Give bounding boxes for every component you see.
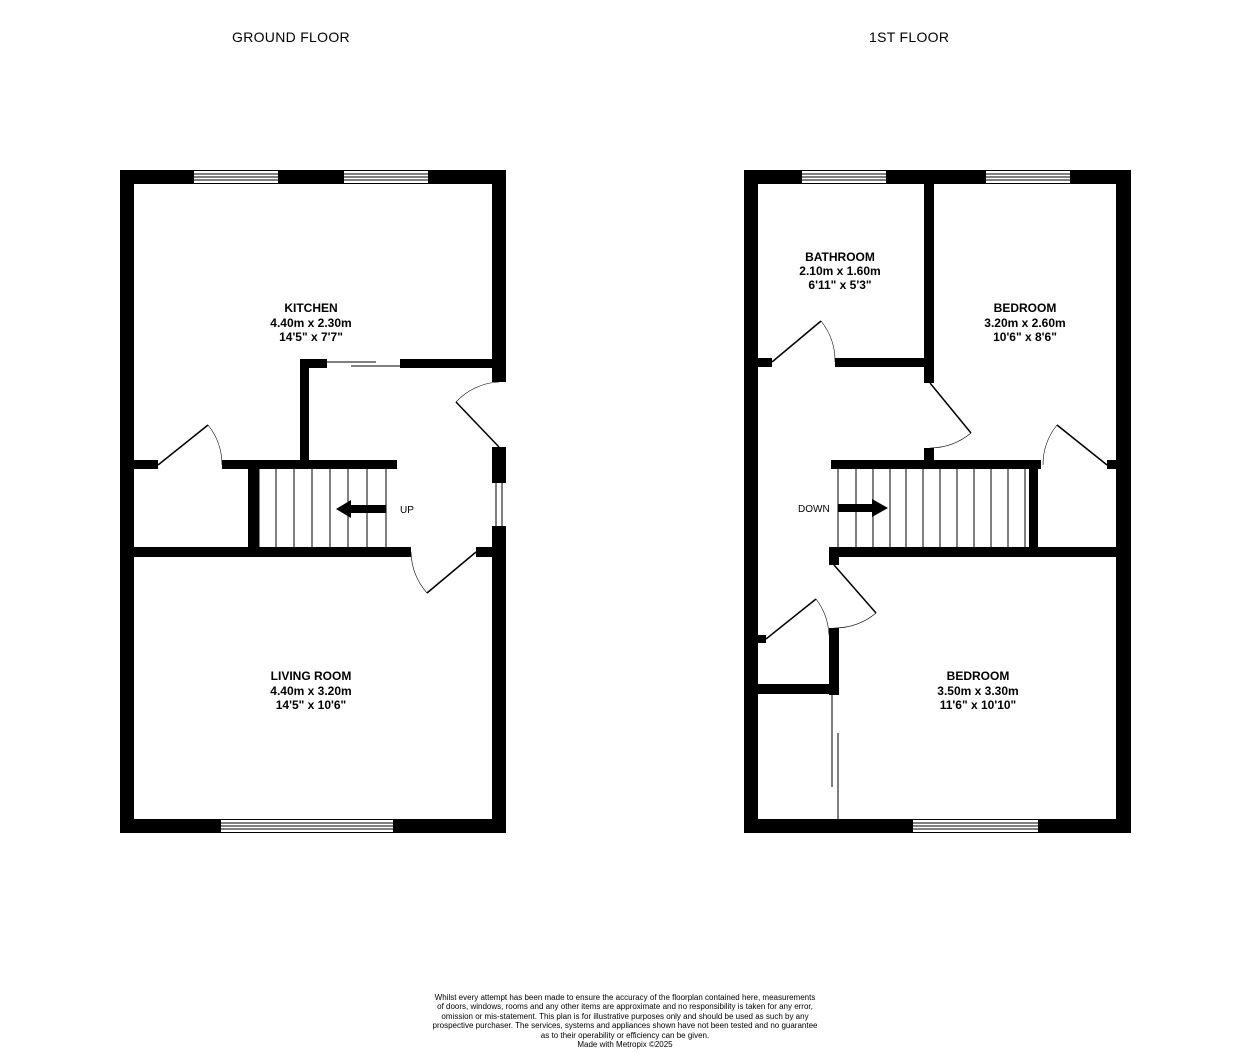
room-name: BATHROOM bbox=[805, 250, 875, 264]
first-stairs-bottom-stub bbox=[829, 547, 839, 565]
ground-living-window bbox=[221, 820, 393, 832]
room-name: BEDROOM bbox=[946, 669, 1010, 683]
first-stairs-right-wall bbox=[1029, 460, 1038, 557]
room-imperial: 14'5" x 7'7" bbox=[279, 330, 343, 344]
first-bedroom-right-door bbox=[1043, 425, 1107, 465]
living-room-label bbox=[270, 669, 351, 712]
ground-top-wall bbox=[120, 170, 506, 184]
ground-living-top-wall-right bbox=[476, 547, 506, 557]
first-bedroom-top-door bbox=[930, 383, 971, 448]
ground-kitchen-window-left bbox=[194, 171, 278, 183]
ground-cupboard-door bbox=[158, 425, 222, 465]
first-right-wall bbox=[1116, 170, 1131, 833]
first-cupboard-top-wall bbox=[758, 684, 839, 694]
ground-kitchen-window-right bbox=[344, 171, 428, 183]
ground-right-wall-mid bbox=[492, 447, 506, 483]
room-name: KITCHEN bbox=[284, 301, 338, 315]
ground-stairs-label: UP bbox=[400, 505, 414, 516]
ground-left-wall bbox=[120, 170, 134, 833]
ground-hall-top-wall-left bbox=[300, 359, 327, 368]
first-bedroom-wall-stub bbox=[924, 448, 934, 460]
disclaimer-line: Whilst every attempt has been made to ensure the accuracy of the floorplan contained here, measurements bbox=[434, 993, 816, 1002]
bedroom-top-label bbox=[984, 301, 1065, 344]
disclaimer-line: prospective purchaser. The services, systems and appliances shown have not been tested and no guarantee bbox=[432, 1021, 818, 1031]
disclaimer-credit: Made with Metropix ©2025 bbox=[577, 1040, 673, 1050]
disclaimer-line: as to their operability or efficiency can be given. bbox=[540, 1030, 710, 1040]
first-left-wall bbox=[744, 170, 758, 833]
kitchen-label bbox=[270, 301, 351, 344]
first-stairs-bottom-wall bbox=[835, 547, 1029, 557]
ground-stairs-left-wall bbox=[248, 460, 259, 557]
room-imperial: 10'6" x 8'6" bbox=[993, 330, 1057, 344]
ground-hall-top-wall-right bbox=[400, 359, 506, 368]
ground-stairs-arrow-icon bbox=[336, 500, 386, 518]
ground-floor-plan bbox=[120, 170, 506, 833]
first-bathroom-bottom-wall-right bbox=[835, 358, 934, 367]
ground-right-wall-lower bbox=[492, 526, 506, 833]
ground-kitchen-sliding-door bbox=[327, 362, 400, 366]
room-metric: 3.50m x 3.30m bbox=[937, 684, 1019, 698]
room-name: BEDROOM bbox=[993, 301, 1057, 315]
first-cupboard-sliding-door bbox=[832, 694, 838, 819]
ground-hall-left-wall bbox=[300, 359, 309, 469]
first-bathroom-door bbox=[772, 321, 835, 362]
room-metric: 3.20m x 2.60m bbox=[984, 316, 1066, 330]
first-bedroom-window-bottom bbox=[913, 820, 1038, 832]
room-imperial: 6'11" x 5'3" bbox=[808, 278, 872, 292]
first-floor-plan bbox=[744, 170, 1131, 833]
room-metric: 2.10m x 1.60m bbox=[799, 264, 881, 278]
first-stairs-label: DOWN bbox=[798, 504, 830, 515]
room-imperial: 11'6" x 10'10" bbox=[939, 698, 1017, 712]
first-floor-title: 1ST FLOOR bbox=[869, 29, 950, 45]
first-bedroom-window-top bbox=[986, 171, 1070, 183]
first-landing-stub bbox=[758, 635, 766, 643]
ground-floor-title: GROUND FLOOR bbox=[232, 29, 350, 45]
ground-living-top-wall bbox=[134, 547, 411, 557]
disclaimer bbox=[400, 993, 850, 1049]
disclaimer-line: omission or mis-statement. This plan is for illustrative purposes only and should be used as such by any bbox=[441, 1011, 809, 1021]
room-name: LIVING ROOM bbox=[270, 669, 352, 683]
room-metric: 4.40m x 2.30m bbox=[270, 316, 352, 330]
ground-living-door bbox=[411, 552, 476, 593]
disclaimer-line: of doors, windows, rooms and any other items are approximate and no responsibility is taken for any error, bbox=[437, 1002, 813, 1012]
first-bathroom-bottom-wall-left bbox=[758, 358, 772, 367]
first-bedroom-bottom-door bbox=[834, 565, 876, 628]
first-bathroom-right-wall bbox=[924, 184, 934, 383]
ground-front-door bbox=[456, 382, 499, 447]
ground-hall-window bbox=[493, 483, 505, 526]
first-stairs-arrow-icon bbox=[838, 499, 888, 517]
first-bathroom-window bbox=[802, 171, 886, 183]
bathroom-label bbox=[799, 250, 880, 292]
ground-right-wall-upper bbox=[492, 170, 506, 382]
room-imperial: 14'5" x 10'6" bbox=[275, 698, 347, 712]
first-cupboard-door bbox=[766, 599, 829, 639]
first-bedroom-right-stub bbox=[1107, 460, 1116, 469]
first-stairs-top-wall bbox=[831, 460, 1041, 469]
bedroom-bottom-label bbox=[937, 669, 1018, 712]
room-metric: 4.40m x 3.20m bbox=[270, 684, 352, 698]
first-bedroom-divider-wall bbox=[1029, 547, 1116, 557]
ground-cupboard-wall-left bbox=[134, 460, 158, 469]
